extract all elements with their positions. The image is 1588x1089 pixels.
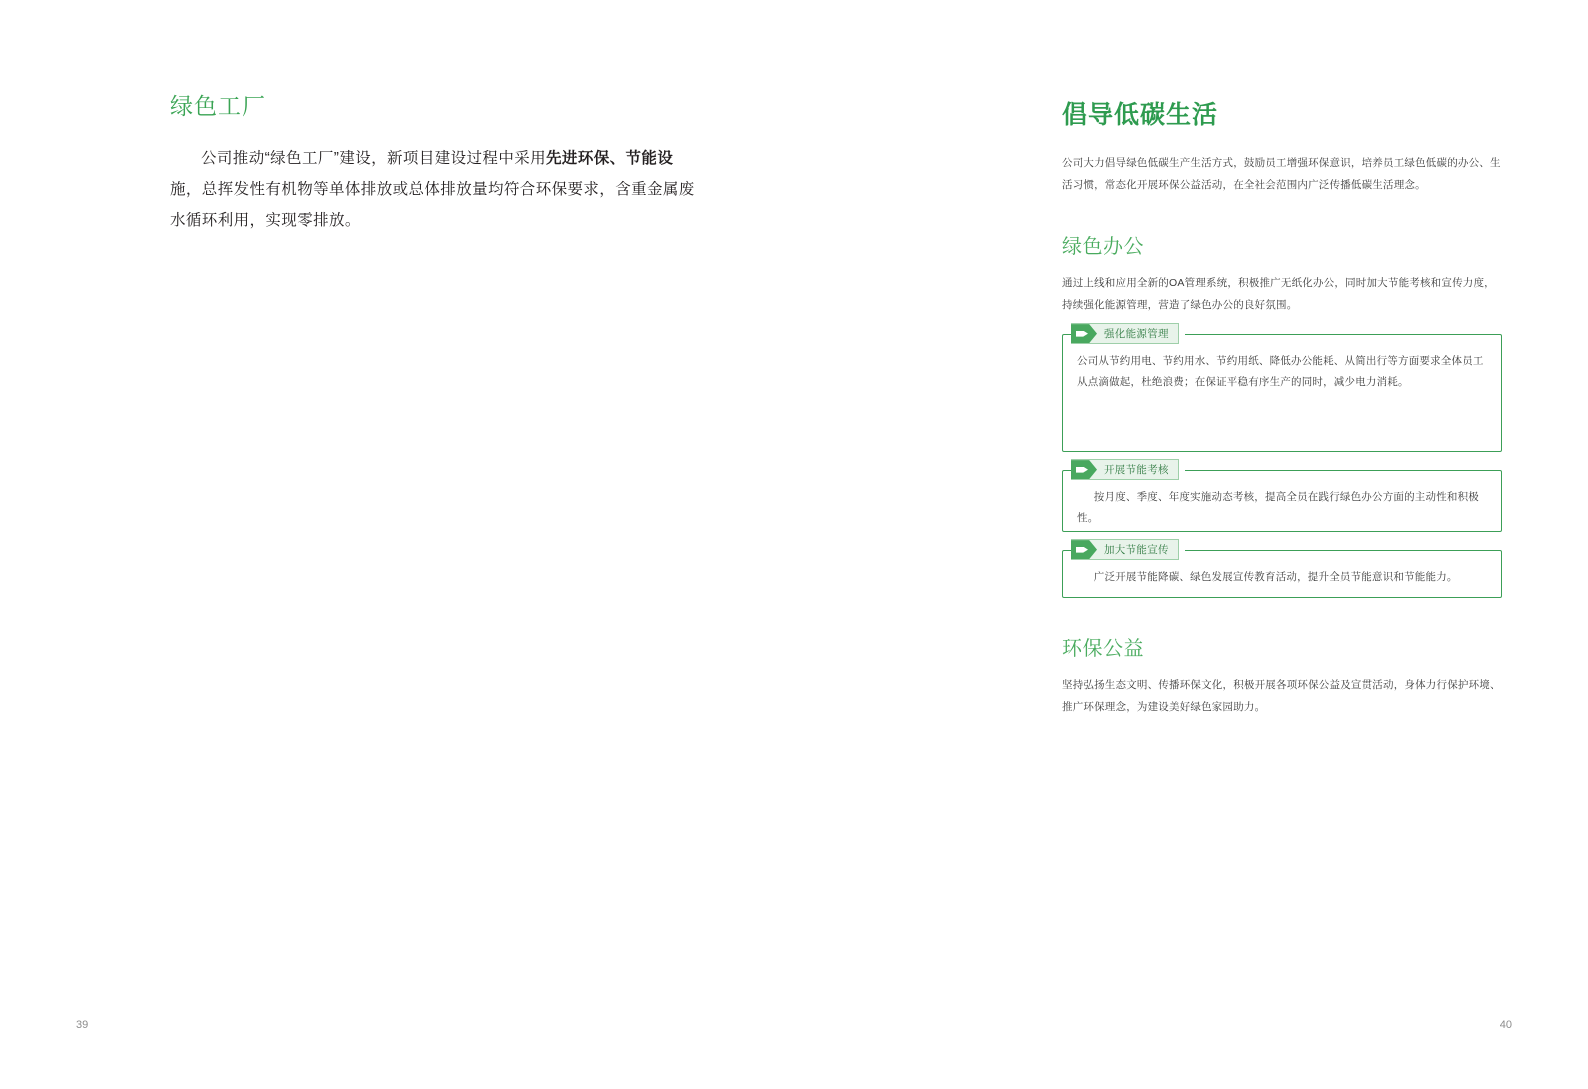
page-title-low-carbon-life: 倡导低碳生活 [1062, 101, 1219, 129]
callout-tag-label: 加大节能宣传 [1104, 544, 1169, 557]
callout-tag [1071, 540, 1185, 559]
callout-box-text: 广泛开展节能降碳、绿色发展宣传教育活动，提升全员节能意识和节能能力。 [1093, 571, 1458, 584]
left-page-content [170, 88, 700, 236]
green-factory-body: 公司推动“绿色工厂”建设，新项目建设过程中采用先进环保、节能设施，总挥发性有机物等单体排放或总体排放量均符合环保要求，含重金属废水循环利用，实现零排放。 [170, 150, 695, 229]
right-page-content [1062, 95, 1502, 718]
callout-tag-label: 开展节能考核 [1104, 464, 1169, 477]
callout-box-wrapper [1062, 464, 1502, 532]
callout-box-energy-assessment [1062, 464, 1502, 532]
callout-box-wrapper [1062, 544, 1502, 598]
tag-shape [1071, 323, 1179, 344]
callout-tag [1071, 460, 1185, 479]
tag-shape [1071, 539, 1179, 560]
callout-box-text: 公司从节约用电、节约用水、节约用纸、降低办公能耗、从简出行等方面要求全体员工从点滴做起，杜绝浪费；在保证平稳有序生产的同时，减少电力消耗。 [1077, 355, 1484, 389]
green-office-paragraph: 通过上线和应用全新的OA管理系统，积极推广无纸化办公，同时加大节能考核和宣传力度，持续强化能源管理，营造了绿色办公的良好氛围。 [1062, 277, 1495, 311]
low-carbon-intro-paragraph: 公司大力倡导绿色低碳生产生活方式，鼓励员工增强环保意识，培养员工绿色低碳的办公、生活习惯，常态化开展环保公益活动，在全社会范围内广泛传播低碳生活理念。 [1062, 157, 1501, 191]
callout-box-text: 按月度、季度、年度实施动态考核，提高全员在践行绿色办公方面的主动性和积极性。 [1077, 491, 1479, 525]
section-heading-green-office: 绿色办公 [1062, 236, 1144, 259]
callout-tag-label: 强化能源管理 [1104, 328, 1169, 341]
callout-box-wrapper [1062, 328, 1502, 452]
callout-box-energy-promotion [1062, 544, 1502, 598]
section-heading-eco-public-welfare: 环保公益 [1062, 638, 1144, 661]
tag-shape [1071, 459, 1179, 480]
page-number-right: 40 [1499, 1019, 1512, 1031]
arrow-right-icon [1071, 540, 1097, 559]
arrow-right-icon [1071, 460, 1097, 479]
callout-box-energy-management [1062, 328, 1502, 452]
arrow-right-icon [1071, 324, 1097, 343]
page-title-green-factory: 绿色工厂 [170, 93, 266, 119]
eco-public-welfare-paragraph: 坚持弘扬生态文明、传播环保文化，积极开展各项环保公益及宣贯活动，身体力行保护环境、推广环保理念，为建设美好绿色家园助力。 [1062, 679, 1501, 713]
page-number-left: 39 [76, 1019, 89, 1031]
page-right [794, 0, 1588, 1089]
callout-tag [1071, 324, 1185, 343]
